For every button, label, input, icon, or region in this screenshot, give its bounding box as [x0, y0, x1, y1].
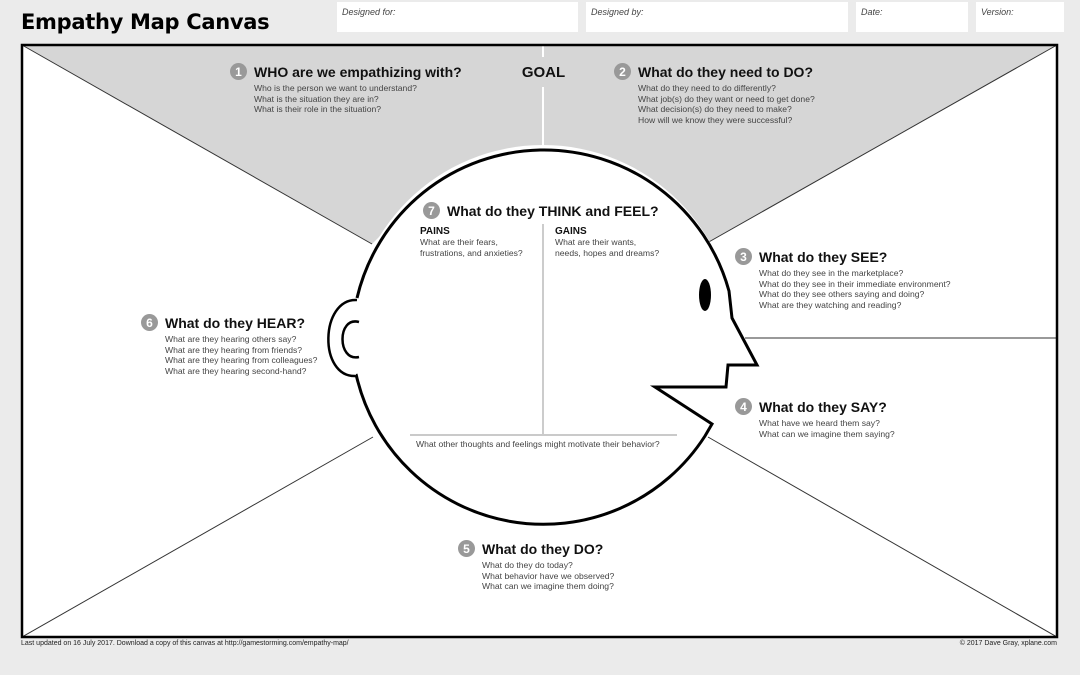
section-title: WHO are we empathizing with?	[254, 63, 462, 80]
section-say[interactable]	[735, 398, 895, 439]
number-badge: 5	[458, 540, 475, 557]
prompt: What are their wants,	[555, 237, 637, 247]
prompt: What do they see in their immediate environment?	[759, 278, 951, 289]
gains-area[interactable]	[555, 226, 659, 258]
section-title: What do they HEAR?	[165, 314, 305, 331]
section-title: What do they THINK and FEEL?	[447, 202, 659, 219]
prompt: What are they hearing others say?	[165, 334, 297, 344]
other-thoughts-prompt: What other thoughts and feelings might motivate their behavior?	[416, 439, 660, 449]
designed-for-label: Designed for:	[342, 7, 396, 17]
prompt: needs, hopes and dreams?	[555, 247, 660, 258]
prompt: What job(s) do they want or need to get done?	[638, 93, 815, 104]
number-badge: 6	[141, 314, 158, 331]
prompt: What do they need to do differently?	[638, 83, 776, 93]
section-hear[interactable]	[141, 314, 317, 376]
eye-icon	[699, 279, 711, 311]
prompt: What is the situation they are in?	[254, 93, 379, 104]
page-title: Empathy Map Canvas	[21, 10, 270, 34]
prompt: What can we imagine them saying?	[759, 428, 895, 439]
section-who[interactable]	[230, 63, 462, 115]
section-do[interactable]	[458, 540, 614, 592]
date-label: Date:	[861, 7, 883, 17]
prompt: frustrations, and anxieties?	[420, 247, 523, 258]
section-think-feel[interactable]	[423, 202, 659, 219]
prompt: What are their fears,	[420, 237, 498, 247]
prompt: What decision(s) do they need to make?	[638, 104, 792, 115]
section-title: What do they DO?	[482, 540, 604, 557]
prompt: What are they hearing from colleagues?	[165, 355, 318, 366]
pains-area[interactable]	[420, 226, 523, 258]
prompt: What do they see in the marketplace?	[759, 268, 904, 278]
prompt: What do they see others saying and doing?	[759, 289, 925, 300]
prompt: What are they hearing second-hand?	[165, 365, 307, 376]
gains-heading: GAINS	[555, 226, 587, 237]
number-badge: 2	[614, 63, 631, 80]
number-badge: 7	[423, 202, 440, 219]
number-badge: 1	[230, 63, 247, 80]
number-badge: 3	[735, 248, 752, 265]
prompt: What do they do today?	[482, 560, 573, 570]
prompt: What behavior have we observed?	[482, 570, 615, 581]
prompt: What have we heard them say?	[759, 418, 880, 428]
footer-last-updated: Last updated on 16 July 2017. Download a copy of this canvas at http://gamestorming.com/empathy-map/	[21, 640, 349, 647]
pains-heading: PAINS	[420, 226, 450, 237]
footer-copyright: © 2017 Dave Gray, xplane.com	[959, 640, 1057, 647]
version-label: Version:	[981, 7, 1014, 17]
designed-by-label: Designed by:	[591, 7, 644, 17]
number-badge: 4	[735, 398, 752, 415]
prompt: What is their role in the situation?	[254, 104, 382, 115]
goal-label	[492, 57, 595, 87]
prompt: What are they hearing from friends?	[165, 344, 303, 355]
goal-text: GOAL	[521, 63, 566, 81]
prompt: What can we imagine them doing?	[482, 581, 614, 592]
prompt: How will we know they were successful?	[638, 114, 793, 125]
section-title: What do they SAY?	[759, 398, 887, 415]
prompt: Who is the person we want to understand?	[254, 83, 417, 93]
section-title: What do they need to DO?	[638, 63, 813, 80]
section-title: What do they SEE?	[759, 248, 888, 265]
section-see[interactable]	[735, 248, 951, 310]
prompt: What are they watching and reading?	[759, 299, 902, 310]
section-need-to-do[interactable]	[614, 63, 815, 125]
